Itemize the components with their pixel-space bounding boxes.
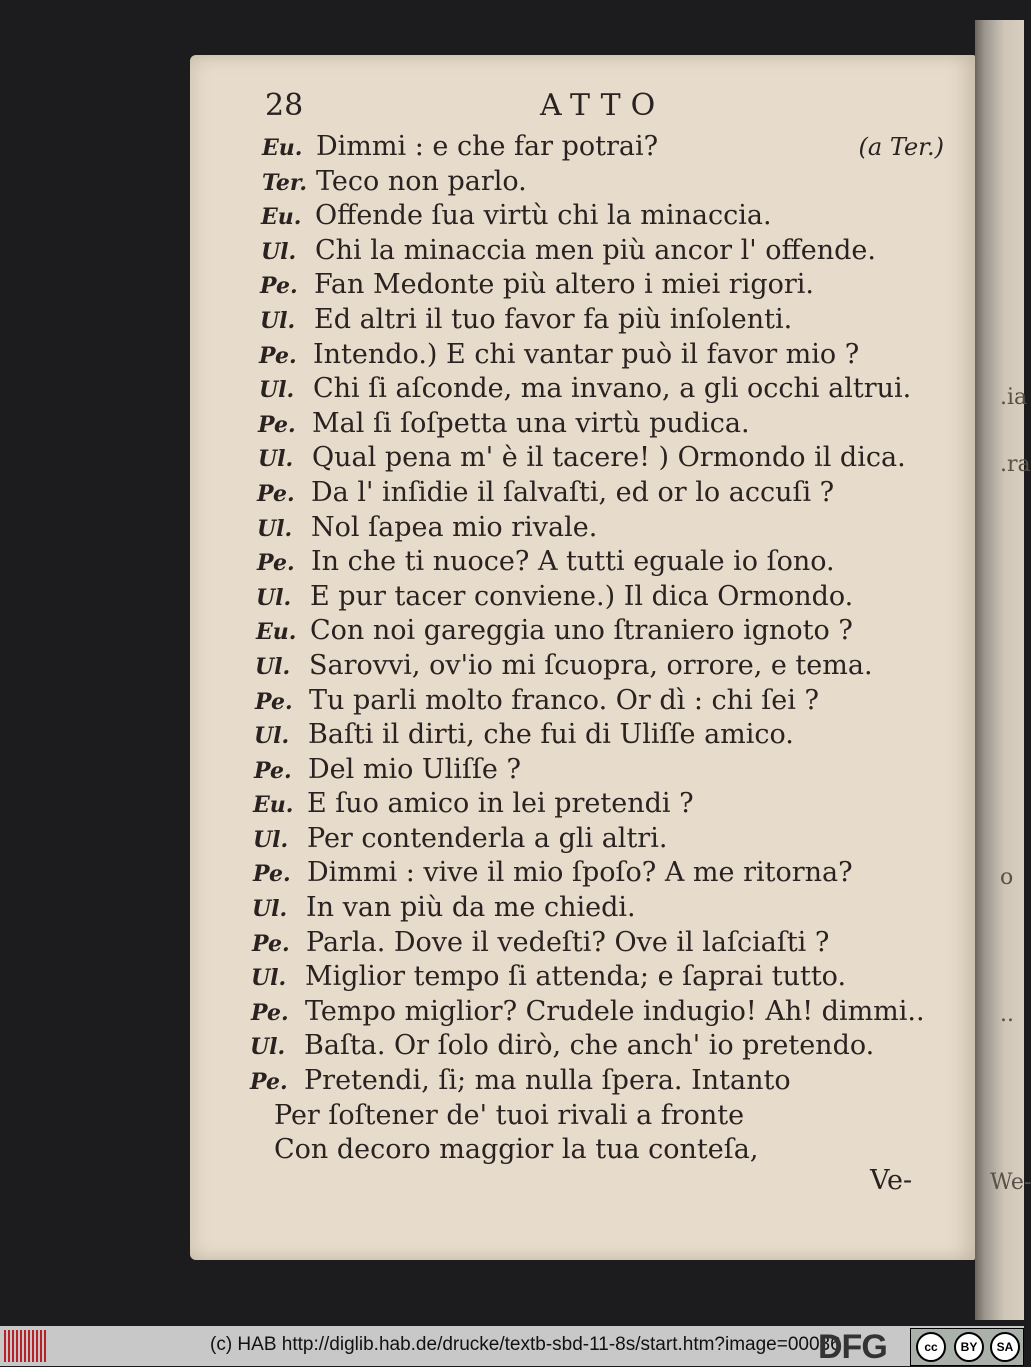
- speaker-label: Pe.: [254, 757, 292, 784]
- line-text: Sarovvi, ov'io mi ſcuopra, orrore, e tema.: [309, 649, 873, 681]
- footer-bar: [0, 1326, 1024, 1366]
- line-text: Tu parli molto franco. Or dì : chi ſei ?: [309, 684, 819, 716]
- running-title: ATTO: [540, 88, 666, 123]
- dialogue-line: [251, 960, 941, 995]
- cc-icon: cc: [916, 1332, 946, 1362]
- dialogue-text: [250, 130, 952, 1168]
- line-text: Per contenderla a gli altri.: [307, 822, 668, 854]
- page-number: 28: [265, 88, 304, 123]
- line-text: Da l' inſidie il ſalvaſti, ed or lo accuſi ?: [311, 476, 835, 508]
- dialogue-line: [257, 476, 947, 511]
- dfg-logo: DFG: [818, 1328, 887, 1366]
- line-text: Del mio Uliſſe ?: [308, 753, 521, 785]
- dialogue-line: [250, 1064, 940, 1099]
- speaker-label: Pe.: [255, 688, 293, 715]
- dialogue-line: [251, 995, 941, 1030]
- line-text: Pretendi, ſi; ma nulla ſpera. Intanto: [304, 1065, 791, 1097]
- dialogue-line: [261, 234, 951, 269]
- speaker-label: Eu.: [253, 792, 294, 819]
- dialogue-line: [255, 684, 945, 719]
- facing-page-fragment: We-: [990, 1170, 1031, 1195]
- facing-page-fragment: o: [1000, 865, 1014, 890]
- speaker-label: Eu.: [261, 204, 302, 231]
- line-text: In van più da me chiedi.: [306, 892, 636, 924]
- dialogue-line: [259, 338, 949, 373]
- dialogue-line: [258, 441, 948, 476]
- speaker-label: Pe.: [253, 861, 291, 888]
- dialogue-line: [259, 372, 949, 407]
- line-text: Ed altri il tuo favor fa più inſolenti.: [314, 303, 793, 335]
- dialogue-line: [260, 303, 950, 338]
- cc-license-badge[interactable]: [910, 1328, 1024, 1366]
- dialogue-line: [252, 891, 942, 926]
- speaker-label: Ul.: [253, 826, 289, 853]
- facing-page-fragment: .ra: [1000, 452, 1031, 477]
- line-text: Miglior tempo ſi attenda; e ſaprai tutto.: [305, 961, 847, 993]
- line-text: Baſti il dirti, che fui di Uliſſe amico.: [308, 719, 794, 751]
- dialogue-line: [254, 753, 944, 788]
- dialogue-line: [257, 511, 947, 546]
- dialogue-line: [262, 165, 952, 200]
- line-text: Tempo miglior? Crudele indugio! Ah! dimmi..: [305, 995, 925, 1027]
- line-text: Con decoro maggior la tua conteſa,: [274, 1134, 759, 1166]
- speaker-label: Pe.: [257, 550, 295, 577]
- speaker-label: Pe.: [250, 1069, 288, 1096]
- dialogue-line: [260, 268, 950, 303]
- dialogue-line: [253, 787, 943, 822]
- line-text: Intendo.) E chi vantar può il favor mio ?: [313, 338, 860, 370]
- line-text: E pur tacer conviene.) Il dica Ormondo.: [310, 580, 854, 612]
- sa-icon: SA: [990, 1332, 1020, 1362]
- catchword: Ve-: [870, 1165, 913, 1196]
- dialogue-line: [250, 1029, 940, 1064]
- line-text: Parla. Dove il vedeſti? Ove il laſciaſti ?: [306, 926, 830, 958]
- stage-direction: (a Ter.): [858, 133, 944, 161]
- credit-link[interactable]: (c) HAB http://diglib.hab.de/drucke/textb-sbd-11-8s/start.htm?image=00036: [210, 1334, 841, 1355]
- dialogue-line: [257, 545, 947, 580]
- speaker-label: Ul.: [254, 723, 290, 750]
- speaker-label: Ul.: [258, 446, 294, 473]
- speaker-label: Eu.: [256, 619, 297, 646]
- dialogue-line: [254, 718, 944, 753]
- speaker-label: Ul.: [255, 653, 291, 680]
- speaker-label: Ul.: [256, 584, 292, 611]
- dialogue-line: [249, 1099, 939, 1134]
- speaker-label: Pe.: [259, 342, 297, 369]
- line-text: Qual pena m' è il tacere! ) Ormondo il dica.: [312, 442, 906, 474]
- speaker-label: Pe.: [260, 273, 298, 300]
- speaker-label: Ul.: [261, 238, 297, 265]
- line-text: Dimmi : vive il mio ſpoſo? A me ritorna?: [307, 857, 853, 889]
- running-head: [265, 88, 965, 128]
- speaker-label: Pe.: [258, 411, 296, 438]
- line-text: Baſta. Or ſolo dirò, che anch' io pretendo.: [304, 1030, 875, 1062]
- line-text: E ſuo amico in lei pretendi ?: [307, 788, 694, 820]
- speaker-label: Ul.: [259, 377, 295, 404]
- speaker-label: Ul.: [250, 1034, 286, 1061]
- by-icon: BY: [954, 1332, 984, 1362]
- line-text: Fan Medonte più altero i miei rigori.: [314, 269, 814, 301]
- line-text: Nol ſapea mio rivale.: [311, 511, 598, 543]
- dialogue-line: [249, 1133, 939, 1168]
- line-text: Per ſoſtener de' tuoi rivali a fronte: [274, 1099, 745, 1131]
- dialogue-line: [256, 614, 946, 649]
- speaker-label: Ul.: [257, 515, 293, 542]
- dialogue-line: [253, 822, 943, 857]
- facing-page-fragment: ..: [1000, 1002, 1014, 1027]
- hab-logo-icon: [4, 1330, 46, 1362]
- dialogue-line: [256, 580, 946, 615]
- speaker-label: Eu.: [262, 135, 303, 161]
- speaker-label: Ul.: [260, 307, 296, 334]
- line-text: Chi la minaccia men più ancor l' offende.: [315, 234, 876, 266]
- dialogue-line: [262, 130, 952, 165]
- speaker-label: Pe.: [251, 999, 289, 1026]
- line-text: Con noi gareggia uno ſtraniero ignoto ?: [310, 615, 853, 647]
- speaker-label: Ul.: [251, 965, 287, 992]
- line-text: Teco non parlo.: [316, 165, 527, 197]
- line-text: In che ti nuoce? A tutti eguale io ſono.: [311, 546, 835, 578]
- speaker-label: Ter.: [262, 169, 308, 196]
- line-text: Offende ſua virtù chi la minaccia.: [315, 200, 772, 232]
- line-text: Mal ſi ſoſpetta una virtù pudica.: [312, 407, 750, 439]
- speaker-label: Pe.: [257, 480, 295, 507]
- line-text: Chi ſi aſconde, ma invano, a gli occhi altrui.: [313, 373, 912, 405]
- facing-page-edge: [975, 20, 1024, 1320]
- dialogue-line: [255, 649, 945, 684]
- facing-page-fragment: .ia: [1000, 385, 1028, 410]
- speaker-label: Ul.: [252, 896, 288, 923]
- speaker-label: Pe.: [252, 930, 290, 957]
- dialogue-line: [258, 407, 948, 442]
- line-text: Dimmi : e che far potrai?: [316, 131, 659, 162]
- dialogue-line: [252, 926, 942, 961]
- dialogue-line: [253, 856, 943, 891]
- dialogue-line: [261, 199, 951, 234]
